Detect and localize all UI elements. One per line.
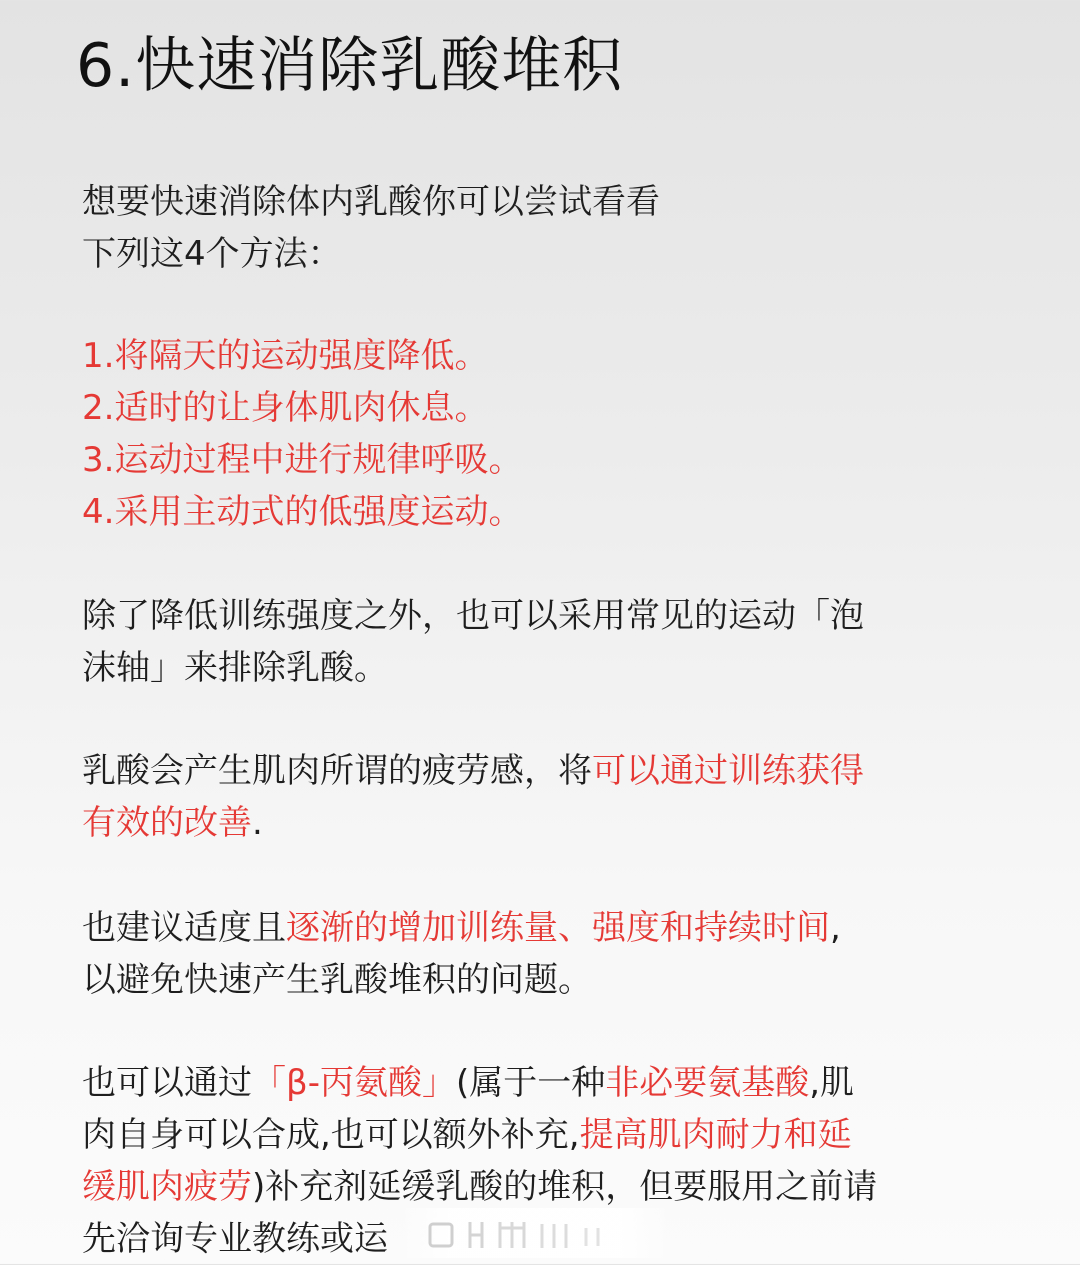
nonessential-amino-highlight: 非必要氨基酸	[605, 1063, 810, 1103]
page-title: 6.快速消除乳酸堆积	[76, 31, 624, 101]
gradual-line-2: 以避免快速产生乳酸堆积的问题。	[82, 960, 592, 1000]
intro-line-1: 想要快速消除体内乳酸你可以尝试看看	[82, 182, 660, 222]
gradual-paragraph	[82, 902, 841, 1006]
beta-line-2: 肉自身可以合成,也可以额外补充,	[82, 1115, 580, 1155]
method-item-1: 1.将隔天的运动强度降低。	[82, 336, 489, 376]
intro-paragraph	[82, 176, 660, 280]
fatigue-text: 乳酸会产生肌肉所谓的疲劳感，将	[82, 751, 592, 791]
beta-text-b: (属于一种	[455, 1063, 606, 1103]
fatigue-period: .	[252, 803, 263, 843]
method-item-3: 3.运动过程中进行规律呼吸。	[82, 440, 523, 480]
beta-line-3: )补充剂延缓乳酸的堆积，但要服用之前请	[252, 1167, 878, 1207]
beta-alanine-highlight: 「β-丙氨酸」	[252, 1063, 456, 1103]
watermark-icon	[400, 1208, 670, 1258]
fatigue-paragraph	[82, 745, 864, 849]
method-item-4: 4.采用主动式的低强度运动。	[82, 492, 523, 532]
beta-text-c: ,肌	[809, 1063, 855, 1103]
watermark-overlay	[400, 1208, 670, 1258]
beta-text-a: 也可以通过	[82, 1063, 252, 1103]
foam-roller-paragraph	[82, 590, 864, 694]
fatigue-delay-highlight: 缓肌肉疲劳	[82, 1167, 252, 1207]
beta-line-4: 先洽询专业教练或运	[82, 1219, 388, 1259]
gradual-comma: ,	[830, 908, 841, 948]
fatigue-highlight: 可以通过训练获得	[592, 751, 864, 791]
intro-line-2: 下列这4个方法：	[82, 234, 342, 274]
endurance-highlight: 提高肌肉耐力和延	[579, 1115, 852, 1155]
foam-line-2: 沫轴」来排除乳酸。	[82, 648, 388, 688]
gradual-highlight: 逐渐的增加训练量、强度和持续时间	[286, 908, 830, 948]
method-item-2: 2.适时的让身体肌肉休息。	[82, 388, 489, 428]
gradual-text: 也建议适度且	[82, 908, 286, 948]
fatigue-highlight-2: 有效的改善	[82, 803, 252, 843]
methods-list	[82, 330, 522, 538]
foam-line-1: 除了降低训练强度之外，也可以采用常见的运动「泡	[82, 596, 864, 636]
